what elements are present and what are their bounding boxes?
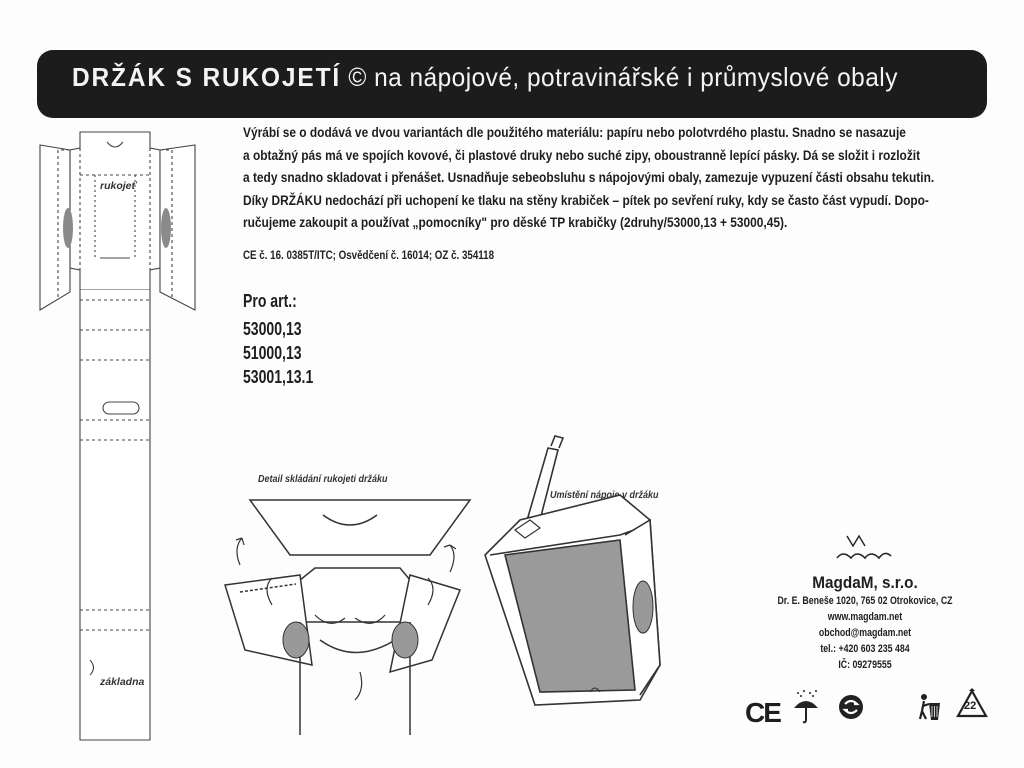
articles-heading: Pro art.: — [243, 291, 297, 311]
description-line: a obtažný pás má ve spojích kovové, či plastové druky nebo suché zipy, oboustranně lepící pásky. Dá se složit i rozložit — [243, 147, 921, 164]
article-number: 51000,13 — [243, 343, 302, 363]
company-id: IČ: 09279555 — [838, 659, 892, 671]
company-web: www.magdam.net — [827, 611, 903, 623]
placement-caption: Umístění nápoje v držáku — [550, 490, 659, 501]
tidyman-bin-icon — [918, 693, 942, 721]
company-logo — [833, 532, 893, 566]
company-email: obchod@magdam.net — [818, 627, 912, 639]
keep-dry-umbrella-icon — [790, 690, 822, 724]
green-dot-icon — [838, 694, 864, 720]
description-line: Výrábí se o dodává ve dvou variantách dle použitého materiálu: papíru nebo polotvrdého plastu. Snadno se nasazuje — [243, 125, 906, 141]
certification-line: CE č. 16. 0385T/ITC; Osvědčení č. 16014; OZ č. 354118 — [243, 250, 495, 262]
recycle-22-icon — [955, 688, 989, 722]
article-number: 53001,13.1 — [243, 367, 314, 387]
title-subtitle: © na nápojové, potravinářské i průmyslové obaly — [348, 62, 898, 92]
article-number: 53000,13 — [243, 319, 302, 339]
company-name: MagdaM, s.r.o. — [812, 573, 918, 592]
description-line: Díky DRŽÁKU nedochází při uchopení ke tlaku na stěny krabiček – pítek po sevření ruky, kdy se často část vypudí. Dopo- — [243, 192, 929, 209]
base-label: základna — [100, 676, 145, 688]
ce-mark-icon: CE — [745, 697, 780, 728]
company-address: Dr. E. Beneše 1020, 765 02 Otrokovice, CZ — [777, 595, 953, 607]
recycle-number: 22 — [964, 700, 977, 712]
handle-label: rukojeť — [100, 180, 137, 192]
title-product-name: DRŽÁK S RUKOJETÍ — [72, 62, 342, 92]
description-line: ručujeme zakoupit a používat „pomocníky" pro děské TP krabičky (2druhy/53000,13 + 53000,45). — [243, 215, 788, 231]
company-block — [745, 573, 985, 673]
detail-caption: Detail skládání rukojeti držáku — [258, 474, 388, 485]
description-line: a tedy snadno skladovat i přenášet. Usnadňuje sebeobsluhu s nápojovými obaly, zamezuje vypuzení části obsahu tekutin. — [243, 170, 935, 186]
company-phone: tel.: +420 603 235 484 — [820, 643, 910, 655]
